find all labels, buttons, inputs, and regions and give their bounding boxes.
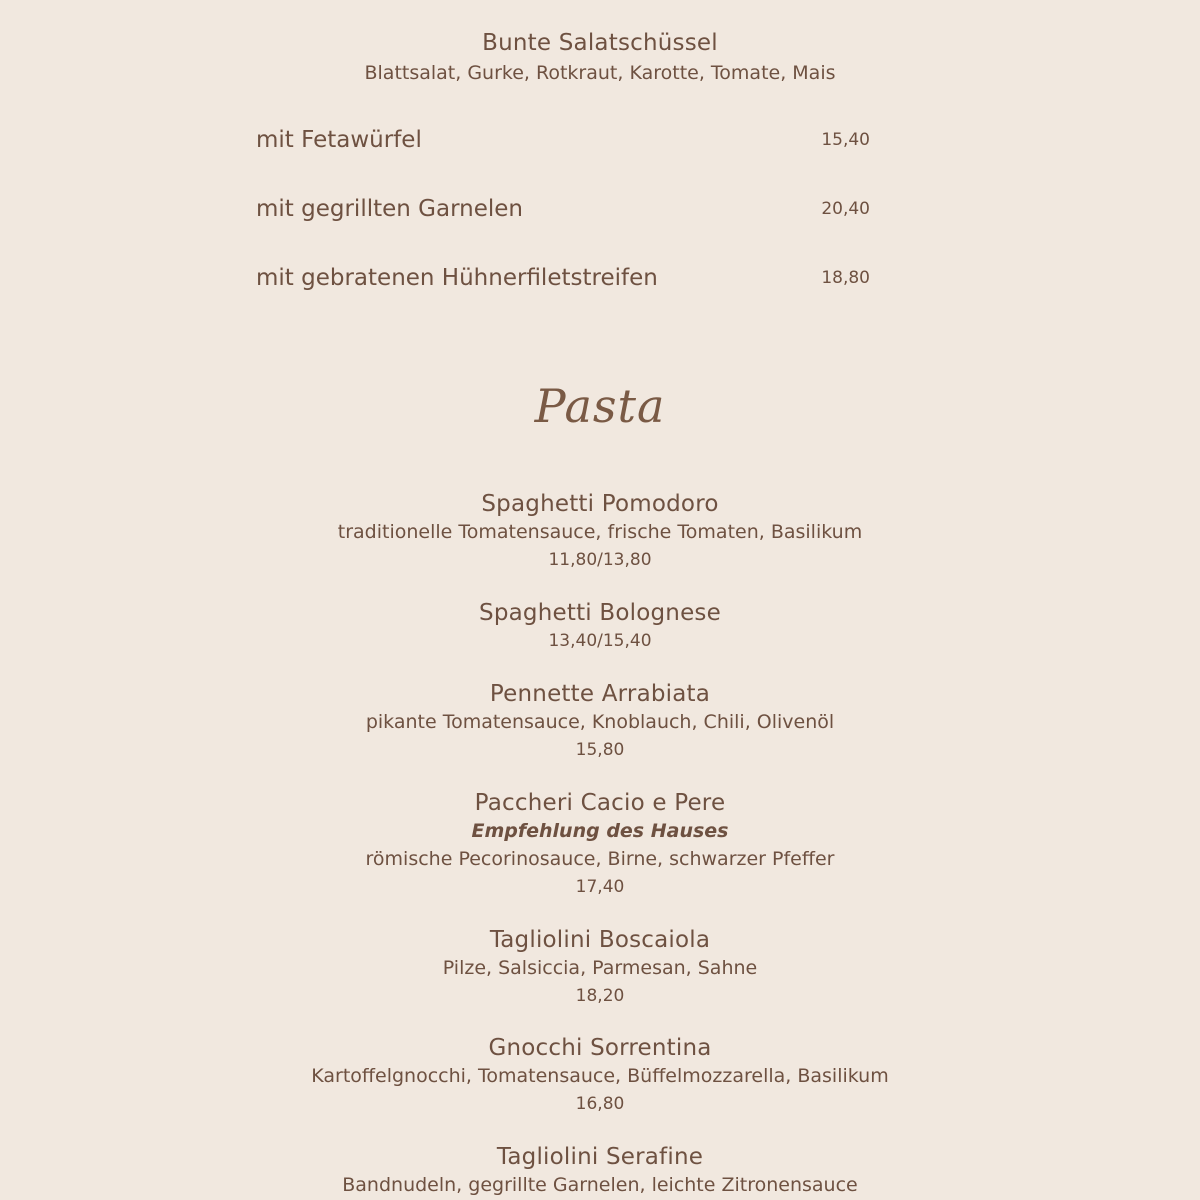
menu-item: [0, 1143, 1200, 1199]
salad-option-label: mit gegrillten Garnelen: [256, 196, 523, 222]
salad-description: Blattsalat, Gurke, Rotkraut, Karotte, Tomate, Mais: [364, 62, 836, 84]
menu-item-description: römische Pecorinosauce, Birne, schwarzer Pfeffer: [365, 848, 835, 870]
menu-item-price: 16,80: [575, 1094, 625, 1114]
menu-item-description: Kartoffelgnocchi, Tomatensauce, Büffelmozzarella, Basilikum: [311, 1065, 889, 1087]
salad-option: [256, 193, 876, 225]
menu-item: [0, 1034, 1200, 1118]
menu-item-description: traditionelle Tomatensauce, frische Tomaten, Basilikum: [337, 521, 863, 543]
menu-item-description: Pilze, Salsiccia, Parmesan, Sahne: [442, 957, 758, 979]
menu-item-price: 17,40: [575, 877, 625, 897]
salad-option-label: mit Fetawürfel: [256, 127, 422, 153]
menu-item: [0, 926, 1200, 1010]
menu-item-title: Pennette Arrabiata: [489, 681, 711, 707]
salad-option-price: 20,40: [821, 199, 870, 219]
menu-item-description: pikante Tomatensauce, Knoblauch, Chili, Olivenöl: [365, 711, 835, 733]
section-title-pasta: Pasta: [534, 379, 666, 433]
menu-item: [0, 680, 1200, 764]
salad-option: [256, 124, 876, 156]
salad-option-price: 18,80: [821, 268, 870, 288]
menu-item-price: 18,20: [575, 986, 625, 1006]
salad-header: [0, 29, 1200, 87]
menu-item-title: Gnocchi Sorrentina: [488, 1035, 712, 1061]
menu-item: [0, 789, 1200, 901]
menu-item-price: 13,40/15,40: [548, 631, 652, 651]
menu-item-title: Tagliolini Serafine: [496, 1144, 704, 1170]
menu-item-price: 15,80: [575, 740, 625, 760]
menu-item-title: Tagliolini Boscaiola: [489, 927, 711, 953]
menu-item-description: Bandnudeln, gegrillte Garnelen, leichte Zitronensauce: [342, 1174, 858, 1196]
salad-option-price: 15,40: [821, 130, 870, 150]
menu-item-title: Spaghetti Pomodoro: [481, 491, 719, 517]
salad-option-label: mit gebratenen Hühnerfiletstreifen: [256, 265, 658, 291]
menu-item-title: Spaghetti Bolognese: [479, 600, 721, 626]
menu-item-title: Paccheri Cacio e Pere: [474, 790, 726, 816]
menu-item-recommendation: Empfehlung des Hauses: [471, 820, 729, 842]
salad-title: Bunte Salatschüssel: [482, 30, 718, 56]
salad-option: [256, 262, 876, 294]
menu-item: [0, 599, 1200, 655]
menu-item-price: 11,80/13,80: [548, 550, 652, 570]
menu-item: [0, 490, 1200, 574]
